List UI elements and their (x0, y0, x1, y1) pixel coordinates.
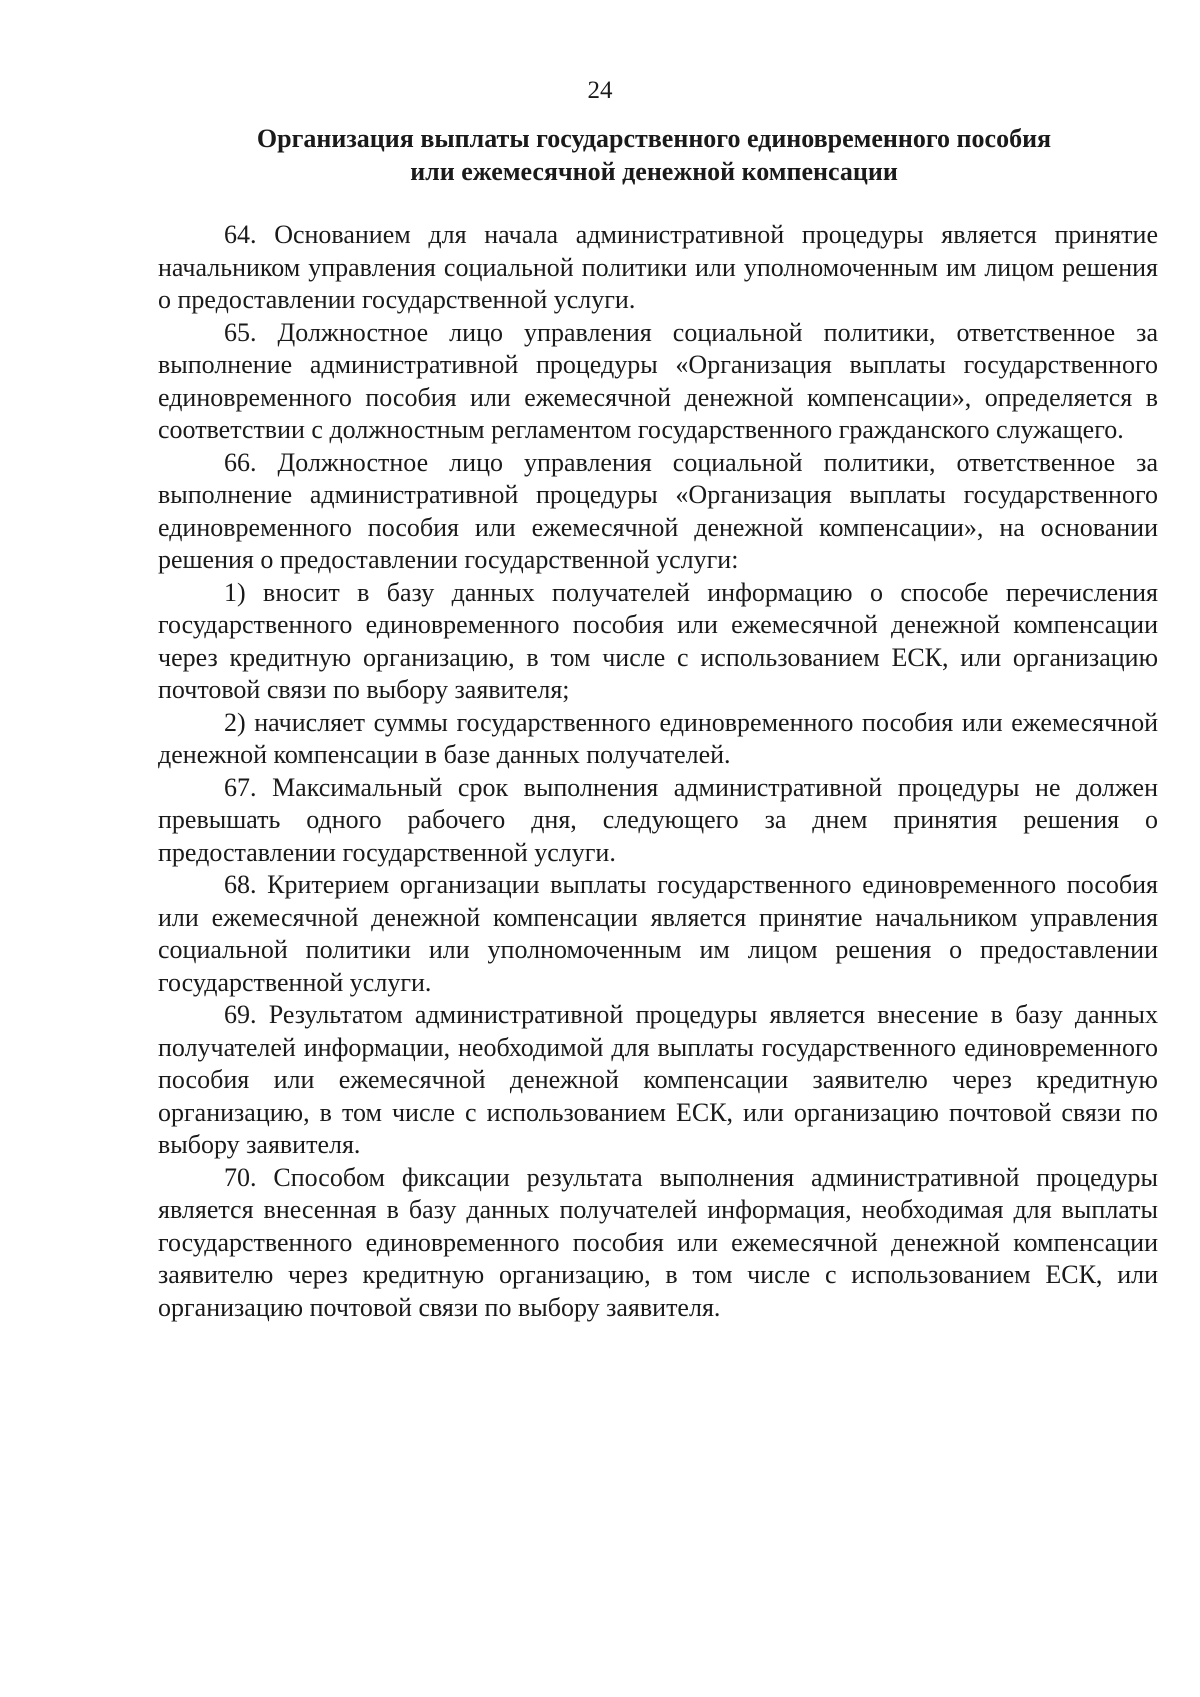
section-title (158, 122, 1150, 188)
section-title-line: Организация выплаты государственного единовременного пособия (256, 124, 1052, 153)
paragraph-65: 65. Должностное лицо управления социальной политики, ответственное за выполнение административной процедуры «Организация выплаты государственного единовременного пособия или ежемесячной денежной компенсации», определяется в соответствии с должностным регламентом государственного гражданского служащего. (158, 317, 1158, 444)
paragraph-66-item-2: 2) начисляет суммы государственного единовременного пособия или ежемесячной денежной компенсации в базе данных получателей. (158, 707, 1158, 769)
paragraph-69: 69. Результатом административной процедуры является внесение в базу данных получателей информации, необходимой для выплаты государственного единовременного пособия или ежемесячной денежной компенсации заявителю через кредитную организацию, в том числе с использованием ЕСК, или организацию почтовой связи по выбору заявителя. (158, 1000, 1158, 1159)
paragraph-70: 70. Способом фиксации результата выполнения административной процедуры является внесенная в базу данных получателей информация, необходимая для выплаты государственного единовременного пособия или ежемесячной денежной компенсации заявителю через кредитную организацию, в том числе с использованием ЕСК, или организацию почтовой связи по выбору заявителя. (158, 1162, 1158, 1322)
paragraph-64: 64. Основанием для начала административной процедуры является принятие начальником управления социальной политики или уполномоченным им лицом решения о предоставлении государственной услуги. (158, 220, 1158, 314)
document-body (158, 219, 1158, 1324)
paragraph-66: 66. Должностное лицо управления социальной политики, ответственное за выполнение административной процедуры «Организация выплаты государственного единовременного пособия или ежемесячной денежной компенсации», на основании решения о предоставлении государственной услуги: (158, 447, 1158, 574)
section-title-line: или ежемесячной денежной компенсации (410, 157, 898, 186)
page-number: 24 (587, 77, 613, 104)
paragraph-66-item-1: 1) вносит в базу данных получателей информацию о способе перечисления государственного единовременного пособия или ежемесячной денежной компенсации через кредитную организацию, в том числе с использованием ЕСК, или организацию почтовой связи по выбору заявителя; (158, 577, 1158, 704)
paragraph-68: 68. Критерием организации выплаты государственного единовременного пособия или ежемесячной денежной компенсации является принятие начальником управления социальной политики или уполномоченным им лицом решения о предоставлении государственной услуги. (158, 870, 1158, 997)
paragraph-67: 67. Максимальный срок выполнения административной процедуры не должен превышать одного рабочего дня, следующего за днем принятия решения о предоставлении государственной услуги. (158, 772, 1158, 867)
